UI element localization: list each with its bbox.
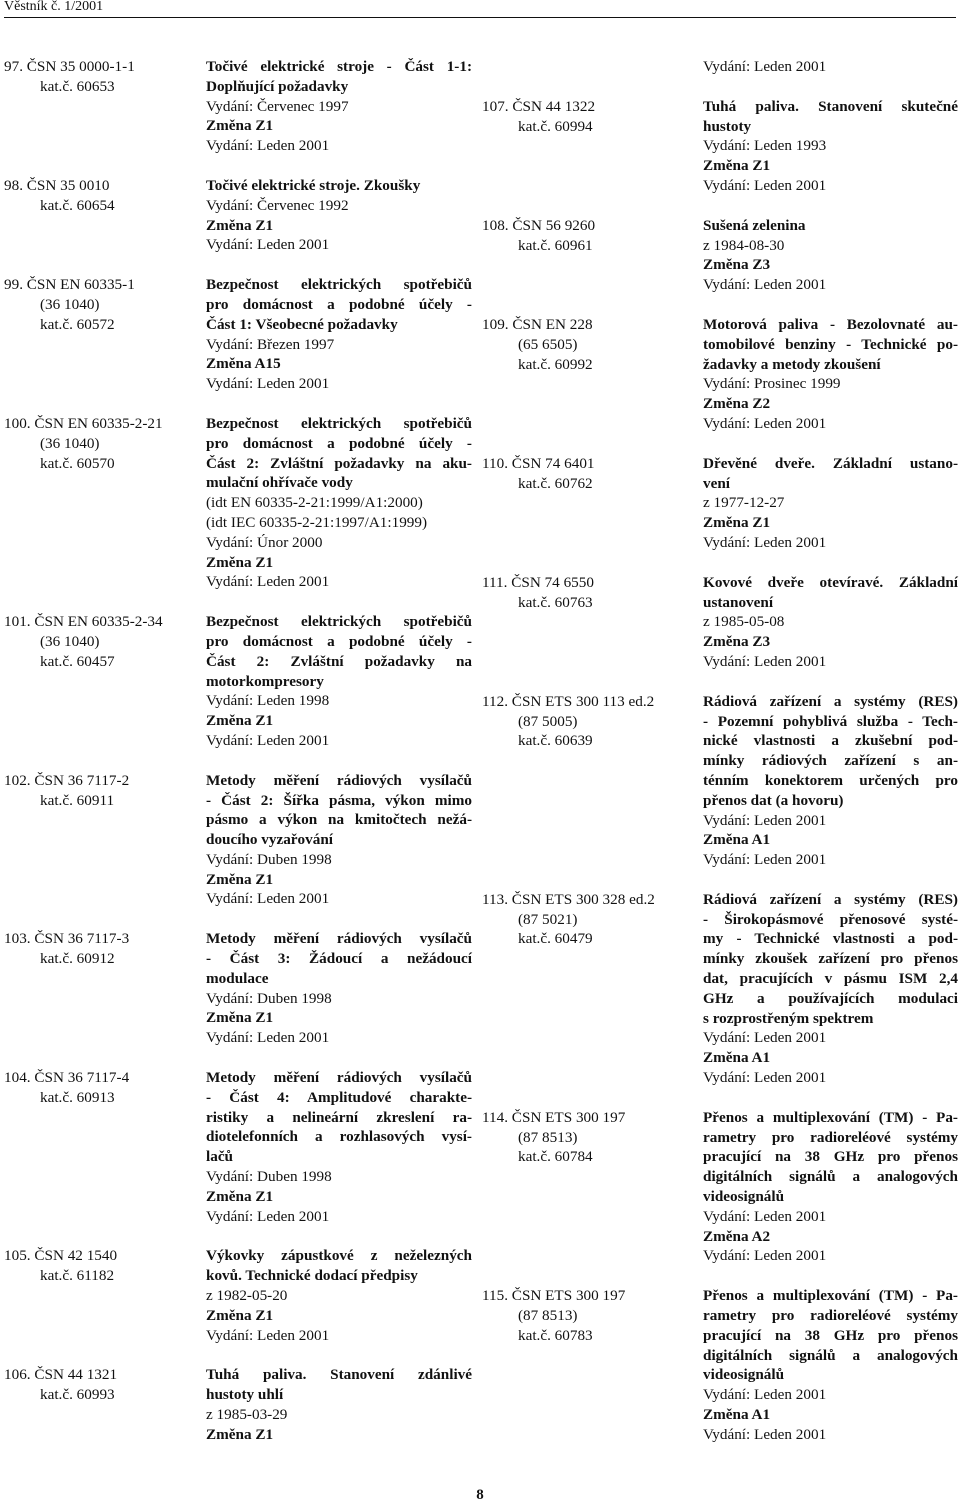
entry-title	[703, 1108, 958, 1207]
entry-issue: Vydání: Leden 2001	[703, 1069, 827, 1087]
title-line: digitálních signálů a analogových	[703, 1346, 958, 1364]
entry-change: Změna Z1	[206, 1187, 274, 1205]
entry-info: (idt EN 60335-2-21:1999/A1:2000)	[206, 494, 423, 512]
title-line: - Část 3: Žádoucí a nežádoucí	[206, 950, 472, 968]
entry-code	[482, 454, 702, 494]
title-line: Výkovky zápustkové z neželezných	[206, 1247, 472, 1265]
standard-number: 99. ČSN EN 60335-1	[4, 276, 135, 294]
standard-number: 109. ČSN EN 228	[482, 315, 593, 333]
title-line: - Část 2: Šířka pásma, výkon mimo	[206, 791, 472, 809]
entry-change: Změna Z1	[206, 712, 274, 730]
entry-info: Vydání: Leden 2001	[703, 811, 827, 829]
right-entry-list	[482, 77, 958, 1445]
catalog-number: (36 1040)	[40, 295, 100, 313]
entry-info: Vydání: Duben 1998	[206, 850, 332, 868]
standard-number: 110. ČSN 74 6401	[482, 454, 595, 472]
title-line: vení	[703, 474, 731, 492]
title-line: Tuhá paliva. Stanovení skutečné	[703, 97, 958, 115]
entry-description	[703, 97, 958, 196]
standard-entry	[482, 315, 958, 434]
title-line: hustoty	[703, 117, 752, 135]
title-line: hustoty uhlí	[206, 1386, 284, 1404]
title-line: Metody měření rádiových vysílačů	[206, 930, 472, 948]
standard-number: 102. ČSN 36 7117-2	[4, 771, 130, 789]
title-line: Rádiová zařízení a systémy (RES)	[703, 890, 958, 908]
standard-entry	[4, 612, 474, 751]
entry-change: Změna Z1	[206, 117, 274, 135]
entry-code	[4, 612, 204, 671]
entry-title	[703, 216, 958, 236]
entry-issue: Vydání: Leden 2001	[703, 58, 827, 75]
entry-info: Vydání: Leden 1998	[206, 692, 330, 710]
entry-description	[703, 216, 958, 295]
title-line: Doplňující požadavky	[206, 77, 349, 95]
title-line: ristiky a nelineární zkreslení ra-	[206, 1108, 472, 1126]
standard-number: 111. ČSN 74 6550	[482, 573, 594, 591]
entry-description	[206, 275, 472, 394]
catalog-number: kat.č. 60784	[518, 1148, 593, 1166]
standard-number: 114. ČSN ETS 300 197	[482, 1108, 626, 1126]
entry-description	[206, 929, 472, 1048]
entry-code	[4, 1246, 204, 1286]
standard-number: 103. ČSN 36 7117-3	[4, 930, 130, 948]
entry-issue: Vydání: Leden 2001	[206, 731, 330, 749]
title-line: žadavky a metody zkoušení	[703, 355, 881, 373]
catalog-number: kat.č. 60654	[40, 196, 115, 214]
entry-change: Změna Z3	[703, 256, 771, 274]
entry-code	[482, 890, 702, 949]
catalog-number: (65 6505)	[518, 335, 578, 353]
entry-info: z 1984-08-30	[703, 236, 785, 254]
entry-description	[703, 573, 958, 672]
standard-number: 115. ČSN ETS 300 197	[482, 1287, 626, 1305]
entry-spacer	[4, 1048, 474, 1068]
standard-entry	[4, 176, 474, 255]
title-line: GHz a používajících modulaci	[703, 989, 958, 1007]
entry-change: Změna A2	[703, 1227, 771, 1245]
title-line: Motorová paliva - Bezolovnaté au-	[703, 315, 958, 333]
entry-issue: Vydání: Leden 2001	[703, 851, 827, 869]
entry-title	[703, 1286, 958, 1385]
title-line: my - Technické vlastnosti a pod-	[703, 930, 958, 948]
entry-change: Změna Z1	[703, 514, 771, 532]
standard-entry	[482, 1286, 958, 1444]
title-line: s rozprostřeným spektrem	[703, 1009, 874, 1027]
entry-code	[4, 414, 204, 473]
entry-code	[4, 176, 204, 216]
entry-change: Změna A1	[703, 1049, 771, 1067]
entry-title	[703, 315, 958, 374]
standard-number: 100. ČSN EN 60335-2-21	[4, 414, 163, 432]
entry-info: (idt IEC 60335-2-21:1997/A1:1999)	[206, 513, 428, 531]
standard-number: 97. ČSN 35 0000-1-1	[4, 58, 135, 75]
entry-code	[4, 275, 204, 334]
title-line: Metody měření rádiových vysílačů	[206, 1069, 472, 1087]
entry-info: z 1982-05-20	[206, 1287, 288, 1305]
entry-code	[4, 1365, 204, 1405]
entry-change: Změna A1	[703, 831, 771, 849]
entry-info: Vydání: Červenec 1997	[206, 97, 349, 115]
standard-entry	[482, 216, 958, 295]
title-line: videosignálů	[703, 1366, 785, 1384]
entry-info: Vydání: Leden 2001	[703, 1386, 827, 1404]
catalog-number: (87 8513)	[518, 1307, 578, 1325]
entry-description	[703, 1108, 958, 1266]
continuation-entry	[482, 57, 958, 77]
title-line: pracující na 38 GHz pro přenos	[703, 1148, 958, 1166]
entry-description	[703, 1286, 958, 1444]
title-line: Sušená zelenina	[703, 216, 806, 234]
standard-entry	[482, 573, 958, 672]
entry-description	[206, 1068, 472, 1226]
entry-change: Změna Z1	[206, 1009, 274, 1027]
standard-number: 101. ČSN EN 60335-2-34	[4, 613, 163, 631]
catalog-number: kat.č. 60994	[518, 117, 593, 135]
title-line: přenos dat (a hovoru)	[703, 791, 844, 809]
entry-issue: Vydání: Leden 2001	[703, 176, 827, 194]
entry-spacer	[4, 751, 474, 771]
entry-issue: Vydání: Leden 2001	[703, 276, 827, 294]
entry-description	[206, 612, 472, 751]
entry-info: Vydání: Duben 1998	[206, 1168, 332, 1186]
title-line: mulační ohřívače vody	[206, 474, 353, 492]
standard-number: 113. ČSN ETS 300 328 ed.2	[482, 890, 655, 908]
catalog-number: kat.č. 60762	[518, 474, 593, 492]
entry-description	[206, 1246, 472, 1345]
catalog-number: kat.č. 60912	[40, 950, 115, 968]
entry-title	[703, 890, 958, 1029]
entry-issue: Vydání: Leden 2001	[703, 414, 827, 432]
standard-entry	[482, 890, 958, 1088]
entry-description	[206, 57, 472, 156]
title-line: rametry pro radioreléové systémy	[703, 1128, 958, 1146]
standard-entry	[4, 929, 474, 1048]
entry-spacer	[4, 1345, 474, 1365]
title-line: - Část 4: Amplitudové charakte-	[206, 1088, 472, 1106]
catalog-number: kat.č. 60572	[40, 315, 115, 333]
title-line: Bezpečnost elektrických spotřebičů	[206, 414, 472, 432]
title-line: Točivé elektrické stroje. Zkoušky	[206, 176, 421, 194]
catalog-number: (36 1040)	[40, 434, 100, 452]
standard-entry	[4, 275, 474, 394]
entry-info: Vydání: Duben 1998	[206, 989, 332, 1007]
right-column	[482, 57, 958, 1445]
standard-number: 112. ČSN ETS 300 113 ed.2	[482, 692, 655, 710]
entry-spacer	[482, 434, 958, 454]
title-line: dat, pracujících v pásmu ISM 2,4	[703, 970, 958, 988]
title-line: diotelefonních a rozhlasových vysí-	[206, 1128, 472, 1146]
entry-spacer	[482, 77, 958, 97]
entry-code	[482, 1286, 702, 1345]
entry-change: Změna Z2	[703, 395, 771, 413]
title-line: Část 2: Zvláštní požadavky na	[206, 652, 472, 670]
entry-issue: Vydání: Leden 2001	[206, 1326, 330, 1344]
entry-info: Vydání: Prosinec 1999	[703, 375, 841, 393]
standard-entry	[4, 771, 474, 910]
title-line: lačů	[206, 1148, 234, 1166]
entry-change: Změna Z3	[703, 633, 771, 651]
title-line: Přenos a multiplexování (TM) - Pa-	[703, 1287, 958, 1305]
entry-issue: Vydání: Leden 2001	[206, 137, 330, 155]
entry-title	[206, 275, 472, 334]
entry-issue: Vydání: Leden 2001	[206, 890, 330, 908]
standard-entry	[482, 454, 958, 553]
entry-info: Vydání: Leden 1993	[703, 137, 827, 155]
left-column	[4, 57, 474, 1445]
title-line: Část 1: Všeobecné požadavky	[206, 315, 398, 333]
entry-title	[206, 176, 472, 196]
entry-code	[482, 692, 702, 751]
entry-title	[206, 414, 472, 493]
title-line: pro domácnost a podobné účely -	[206, 295, 472, 313]
entry-info: Vydání: Leden 2001	[703, 1207, 827, 1225]
page-header	[4, 0, 956, 18]
standard-entry	[4, 1365, 474, 1444]
entry-info: z 1985-05-08	[703, 613, 785, 631]
title-line: tomobilové benziny - Technické po-	[703, 335, 958, 353]
title-line: Tuhá paliva. Stanovení zdánlivé	[206, 1366, 472, 1384]
entry-spacer	[482, 295, 958, 315]
entry-code	[4, 57, 204, 97]
title-line: kovů. Technické dodací předpisy	[206, 1267, 418, 1285]
entry-change: Změna Z1	[206, 553, 274, 571]
entry-change: Změna Z1	[206, 870, 274, 888]
title-line: Bezpečnost elektrických spotřebičů	[206, 613, 472, 631]
title-line: mínky rádiových zařízení s an-	[703, 752, 958, 770]
entry-code	[482, 1108, 702, 1167]
title-line: Dřevěné dveře. Základní ustano-	[703, 454, 958, 472]
entry-code	[482, 216, 702, 256]
entry-spacer	[482, 672, 958, 692]
title-line: pásmo a výkon na kmitočtech nežá-	[206, 811, 472, 829]
title-line: Točivé elektrické stroje - Část 1-1:	[206, 58, 472, 75]
standard-number: 98. ČSN 35 0010	[4, 176, 110, 194]
title-line: ustanovení	[703, 593, 774, 611]
entry-issue: Vydání: Leden 2001	[206, 1029, 330, 1047]
entry-spacer	[4, 1226, 474, 1246]
title-line: doucího vyzařování	[206, 831, 333, 849]
standard-entry	[4, 414, 474, 592]
entry-title	[206, 1246, 472, 1286]
catalog-number: kat.č. 60653	[40, 77, 115, 95]
entry-change: Změna Z1	[703, 157, 771, 175]
catalog-number: kat.č. 60570	[40, 454, 115, 472]
title-line: Rádiová zařízení a systémy (RES)	[703, 692, 958, 710]
entry-title	[206, 1068, 472, 1167]
entry-code	[4, 1068, 204, 1108]
entry-title	[206, 57, 472, 97]
entry-title	[206, 771, 472, 850]
entry-title	[703, 454, 958, 494]
title-line: Část 2: Zvláštní požadavky na aku-	[206, 454, 472, 472]
entry-change: Změna A15	[206, 355, 281, 373]
catalog-number: (87 8513)	[518, 1128, 578, 1146]
entry-issue: Vydání: Leden 2001	[703, 533, 827, 551]
entry-description	[703, 890, 958, 1088]
entry-spacer	[482, 196, 958, 216]
catalog-number: kat.č. 60639	[518, 732, 593, 750]
entry-spacer	[482, 1266, 958, 1286]
entry-issue: Vydání: Leden 2001	[703, 1247, 827, 1265]
title-line: Bezpečnost elektrických spotřebičů	[206, 276, 472, 294]
entry-issue: Vydání: Leden 2001	[206, 236, 330, 254]
catalog-number: kat.č. 60911	[40, 791, 115, 809]
title-line: videosignálů	[703, 1188, 785, 1206]
entry-info: Vydání: Červenec 1992	[206, 196, 349, 214]
entry-issue: Vydání: Leden 2001	[206, 573, 330, 591]
catalog-number: kat.č. 60479	[518, 930, 593, 948]
entry-code	[482, 97, 702, 137]
title-line: pracující na 38 GHz pro přenos	[703, 1326, 958, 1344]
entry-spacer	[4, 909, 474, 929]
entry-description	[206, 771, 472, 910]
catalog-number: kat.č. 60783	[518, 1326, 593, 1344]
title-line: ténním konektorem určených pro	[703, 771, 958, 789]
standard-number: 105. ČSN 42 1540	[4, 1247, 118, 1265]
header-title: Věstník č. 1/2001	[4, 0, 104, 14]
entry-code	[4, 929, 204, 969]
entry-spacer	[4, 255, 474, 275]
standard-entry	[482, 97, 958, 196]
catalog-number: kat.č. 60763	[518, 593, 593, 611]
title-line: Metody měření rádiových vysílačů	[206, 771, 472, 789]
entry-spacer	[4, 394, 474, 414]
catalog-number: kat.č. 60457	[40, 652, 115, 670]
title-line: pro domácnost a podobné účely -	[206, 434, 472, 452]
standard-entry	[482, 692, 958, 870]
entry-spacer	[482, 870, 958, 890]
title-line: modulace	[206, 969, 269, 987]
catalog-number: kat.č. 60913	[40, 1088, 115, 1106]
entry-code	[482, 573, 702, 613]
title-line: nické vlastnosti a zkušební pod-	[703, 732, 958, 750]
title-line: - Širokopásmové přenosové systé-	[703, 910, 958, 928]
entry-change: Změna A1	[703, 1406, 771, 1424]
entry-spacer	[482, 553, 958, 573]
entry-code	[4, 771, 204, 811]
catalog-number: (87 5021)	[518, 910, 578, 928]
entry-spacer	[482, 1088, 958, 1108]
catalog-number: (36 1040)	[40, 632, 100, 650]
entry-title	[206, 1365, 472, 1405]
standard-number: 107. ČSN 44 1322	[482, 97, 596, 115]
entry-description	[703, 315, 958, 434]
standard-number: 104. ČSN 36 7117-4	[4, 1069, 130, 1087]
title-line: Přenos a multiplexování (TM) - Pa-	[703, 1108, 958, 1126]
entry-change: Změna Z1	[206, 1425, 274, 1443]
title-line: rametry pro radioreléové systémy	[703, 1307, 958, 1325]
entry-change: Změna Z1	[206, 1306, 274, 1324]
title-line: Kovové dveře otevíravé. Základní	[703, 573, 958, 591]
entry-change: Změna Z1	[206, 216, 274, 234]
standard-number: 108. ČSN 56 9260	[482, 216, 596, 234]
standard-entry	[4, 1246, 474, 1345]
entry-code	[482, 315, 702, 374]
entry-title	[703, 573, 958, 613]
standard-entry	[482, 1108, 958, 1266]
entry-info: Vydání: Únor 2000	[206, 533, 323, 551]
entry-title	[206, 929, 472, 988]
entry-description	[703, 454, 958, 553]
page-number: 8	[476, 1487, 484, 1503]
entry-info: Vydání: Leden 2001	[703, 1029, 827, 1047]
title-line: mínky zkoušek zařízení pro přenos	[703, 950, 958, 968]
entry-issue: Vydání: Leden 2001	[703, 652, 827, 670]
entry-description	[206, 176, 472, 255]
catalog-number: kat.č. 60992	[518, 355, 593, 373]
entry-description	[703, 57, 958, 77]
title-line: pro domácnost a podobné účely -	[206, 632, 472, 650]
standard-entry	[4, 1068, 474, 1226]
entry-spacer	[4, 592, 474, 612]
entry-description	[206, 1365, 472, 1444]
catalog-number: (87 5005)	[518, 712, 578, 730]
title-line: - Pozemní pohyblivá služba - Tech-	[703, 712, 958, 730]
entry-title	[703, 97, 958, 137]
entry-issue: Vydání: Leden 2001	[703, 1425, 827, 1443]
title-line: motorkompresory	[206, 672, 324, 690]
entry-spacer	[4, 156, 474, 176]
catalog-number: kat.č. 60993	[40, 1386, 115, 1404]
title-line: digitálních signálů a analogových	[703, 1168, 958, 1186]
entry-description	[703, 692, 958, 870]
entry-info: z 1985-03-29	[206, 1406, 288, 1424]
entry-info: z 1977-12-27	[703, 494, 785, 512]
entry-title	[206, 612, 472, 691]
entry-title	[703, 692, 958, 811]
catalog-number: kat.č. 60961	[518, 236, 593, 254]
entry-issue: Vydání: Leden 2001	[206, 1207, 330, 1225]
entry-description	[206, 414, 472, 592]
catalog-number: kat.č. 61182	[40, 1267, 115, 1285]
standard-entry	[4, 57, 474, 156]
standard-number: 106. ČSN 44 1321	[4, 1366, 118, 1384]
entry-issue: Vydání: Leden 2001	[206, 375, 330, 393]
entry-info: Vydání: Březen 1997	[206, 335, 335, 353]
